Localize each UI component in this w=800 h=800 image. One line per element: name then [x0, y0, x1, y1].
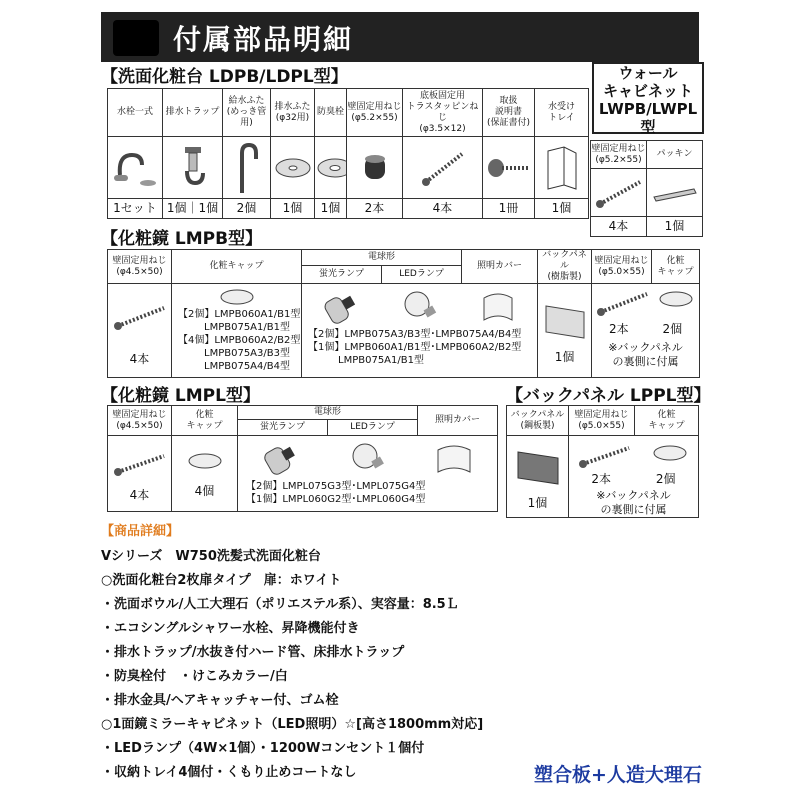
qty-lmpl-cap: 4個: [194, 484, 215, 498]
hdr-lmpb-panel: バックパネル (樹脂製): [538, 250, 592, 284]
vanity-parts-table: [107, 88, 589, 219]
led-lamp-icon: [399, 288, 439, 326]
qty-lppl-panel: 1個: [527, 496, 548, 510]
qty-lppl-screw: 2本: [591, 472, 612, 486]
product-details: [101, 520, 701, 785]
lmpb-screw2-cell: [592, 284, 700, 378]
qty-tray: 1個: [535, 199, 589, 219]
hdr-drain-trap: 排水トラップ: [163, 89, 223, 137]
led-lamp-icon-2: [345, 440, 389, 478]
qty-supply-cover: 2個: [223, 199, 271, 219]
section-title-lmpl: 【化粧鏡 LMPL型】: [101, 386, 260, 406]
hdr-tray: 水受け トレイ: [535, 89, 589, 137]
faucet-icon: [108, 137, 163, 199]
qty-manual: 1冊: [483, 199, 535, 219]
supply-cover-icon: [271, 137, 315, 199]
section-title-vanity: 【洗面化粧台 LDPB/LDPL型】: [101, 67, 348, 87]
cap-icon-4: [650, 442, 690, 464]
qty-lmpb-screw2: 2本: [608, 322, 629, 336]
details-line: ・排水金具/ヘアキャッチャー付、ゴム栓: [101, 693, 339, 708]
fluorescent-lamp-icon: [321, 288, 361, 326]
cap-icon-2: [656, 288, 696, 310]
lmpb-parts-table: [107, 249, 700, 378]
hdr-lppl-cap: 化粧 キャップ: [635, 406, 699, 436]
wall-screw-icon-3: [595, 288, 651, 318]
truss-screw-icon: [483, 137, 535, 199]
hdr-manual: 取扱 説明書 (保証書付): [483, 89, 535, 137]
odor-plug-icon: [347, 137, 403, 199]
details-line: ○洗面化粧台2枚扉タイプ 扉：ホワイト: [101, 573, 342, 588]
pipe-icon: [223, 137, 271, 199]
details-line: ・エコシングルシャワー水栓、昇降機能付き: [101, 621, 360, 636]
page-title: 付属部品明細: [173, 23, 354, 56]
hdr-lmpb-cap2: 化粧 キャップ: [652, 250, 700, 284]
material-label: 塑合板+人造大理石: [534, 764, 702, 786]
qty-lmpl-screw: 4本: [129, 488, 150, 502]
hdr-lmpl-fluor: 蛍光ランプ: [238, 420, 328, 436]
manual-icon: [535, 137, 589, 199]
hdr-lmpl-led: LEDランプ: [328, 420, 418, 436]
qty-lmpb-screw: 4本: [129, 352, 150, 366]
section-title-lmpb: 【化粧鏡 LMPB型】: [101, 229, 263, 249]
hdr-lmpb-bulb: 電球形: [302, 250, 462, 266]
details-line: ・LEDランプ（4W×1個）・1200Wコンセント１個付: [101, 741, 425, 756]
hdr-lmpb-screw2: 壁固定用ねじ (φ5.0×55): [592, 250, 652, 284]
qty-packing: 1個: [647, 217, 703, 237]
lmpl-lamp-cell: 【2個】LMPL075G3型･LMPL075G4型 【1個】LMPL060G2型･LMPL060G4型: [238, 436, 498, 512]
hdr-lppl-panel: バックパネル (鋼板製): [507, 406, 569, 436]
section-title-lppl: 【バックパネル LPPL型】: [506, 386, 711, 406]
drain-trap-icon: [163, 137, 223, 199]
lmpb-panel-note: ※バックパネル の裏側に付属: [608, 341, 683, 368]
wall-cabinet-title: ウォール キャビネット LWPB/LWPL型: [592, 62, 704, 134]
lmpb-screw-cell: [108, 284, 172, 378]
hdr-supply-cover: 給水ふた (めっき管用): [223, 89, 271, 137]
qty-wall-screw: 2本: [347, 199, 403, 219]
qty-lmpb-cap2: 2個: [662, 322, 683, 336]
hdr-lmpb-cap: 化粧キャップ: [172, 250, 302, 284]
hdr-lppl-screw: 壁固定用ねじ (φ5.0×55): [569, 406, 635, 436]
details-line: ・排水トラップ/水抜き付ハード管、床排水トラップ: [101, 645, 405, 660]
drain-cover-icon: [315, 137, 347, 199]
header-banner: [101, 12, 699, 62]
hdr-wall-screw: 壁固定用ねじ (φ5.2×55): [347, 89, 403, 137]
qty-wall-screw-2: 4本: [591, 217, 647, 237]
lppl-note: ※バックパネル の裏側に付属: [596, 489, 671, 516]
lppl-screw-cell: [569, 436, 699, 518]
cap-icon: [217, 286, 257, 308]
hdr-lmpl-cap: 化粧 キャップ: [172, 406, 238, 436]
details-line: ・防臭栓付 ・けこみカラー/白: [101, 669, 288, 684]
light-cover-icon-2: [432, 440, 476, 478]
wall-screw-icon-2: [591, 169, 647, 217]
light-cover-icon: [478, 288, 518, 326]
details-line: ・洗面ボウル/人工大理石（ポリエステル系）、実容量：8.5Ｌ: [101, 597, 459, 612]
lppl-parts-table: [506, 405, 699, 518]
qty-lmpb-panel: 1個: [554, 350, 575, 364]
hdr-drain-cover: 排水ふた (φ32用): [271, 89, 315, 137]
lmpl-cap-cell: [172, 436, 238, 512]
wall-screw-icon-4: [577, 442, 633, 470]
hdr-lmpb-cover: 照明カバー: [462, 250, 538, 284]
hdr-lmpb-screw: 壁固定用ねじ (φ4.5×50): [108, 250, 172, 284]
redaction-block: [113, 20, 159, 56]
fluorescent-lamp-icon-2: [259, 440, 303, 478]
lmpb-panel-cell: [538, 284, 592, 378]
lmpb-cap-cell: 【2個】LMPB060A1/B1型 LMPB075A1/B1型 【4個】LMPB060A2/B2型 LMPB075A3/B3型 LMPB075A4/B4型: [172, 284, 302, 378]
hdr-faucet: 水栓一式: [108, 89, 163, 137]
details-line: ○1面鏡ミラーキャビネット（LED照明）☆[高さ1800mm対応]: [101, 717, 484, 732]
details-line: Vシリーズ W750洗髪式洗面化粧台: [101, 549, 321, 564]
hdr-lmpb-fluor: 蛍光ランプ: [302, 265, 382, 283]
hdr-odor-plug: 防臭栓: [315, 89, 347, 137]
wall-screw-icon: [403, 137, 483, 199]
lmpl-parts-table: [107, 405, 498, 512]
qty-drain-trap: 1個｜1個: [163, 199, 223, 219]
qty-faucet: 1セット: [108, 199, 163, 219]
hdr-lmpl-bulb: 電球形: [238, 406, 418, 420]
hdr-lmpl-cover: 照明カバー: [418, 406, 498, 436]
cap-icon-3: [185, 450, 225, 472]
lmpb-lamp-cell: 【2個】LMPB075A3/B3型･LMPB075A4/B4型 【1個】LMPB060A1/B1型･LMPB060A2/B2型 LMPB075A1/B1型: [302, 284, 538, 378]
hdr-wall-screw-2: 壁固定用ねじ (φ5.2×55): [591, 141, 647, 169]
hdr-lmpl-screw: 壁固定用ねじ (φ4.5×50): [108, 406, 172, 436]
hdr-lmpb-led: LEDランプ: [382, 265, 462, 283]
qty-odor-plug: 1個: [315, 199, 347, 219]
packing-icon: [647, 169, 703, 217]
lppl-panel-cell: [507, 436, 569, 518]
details-heading: 【商品詳細】: [101, 524, 180, 539]
wall-parts-table: [590, 140, 703, 237]
hdr-packing: パッキン: [647, 141, 703, 169]
hdr-truss-screw: 底板固定用 トラスタッピンねじ (φ3.5×12): [403, 89, 483, 137]
qty-lppl-cap: 2個: [655, 472, 676, 486]
qty-truss-screw: 4本: [403, 199, 483, 219]
details-line: ・収納トレイ4個付・くもり止めコートなし: [101, 765, 357, 780]
lmpl-screw-cell: [108, 436, 172, 512]
qty-drain-cover: 1個: [271, 199, 315, 219]
